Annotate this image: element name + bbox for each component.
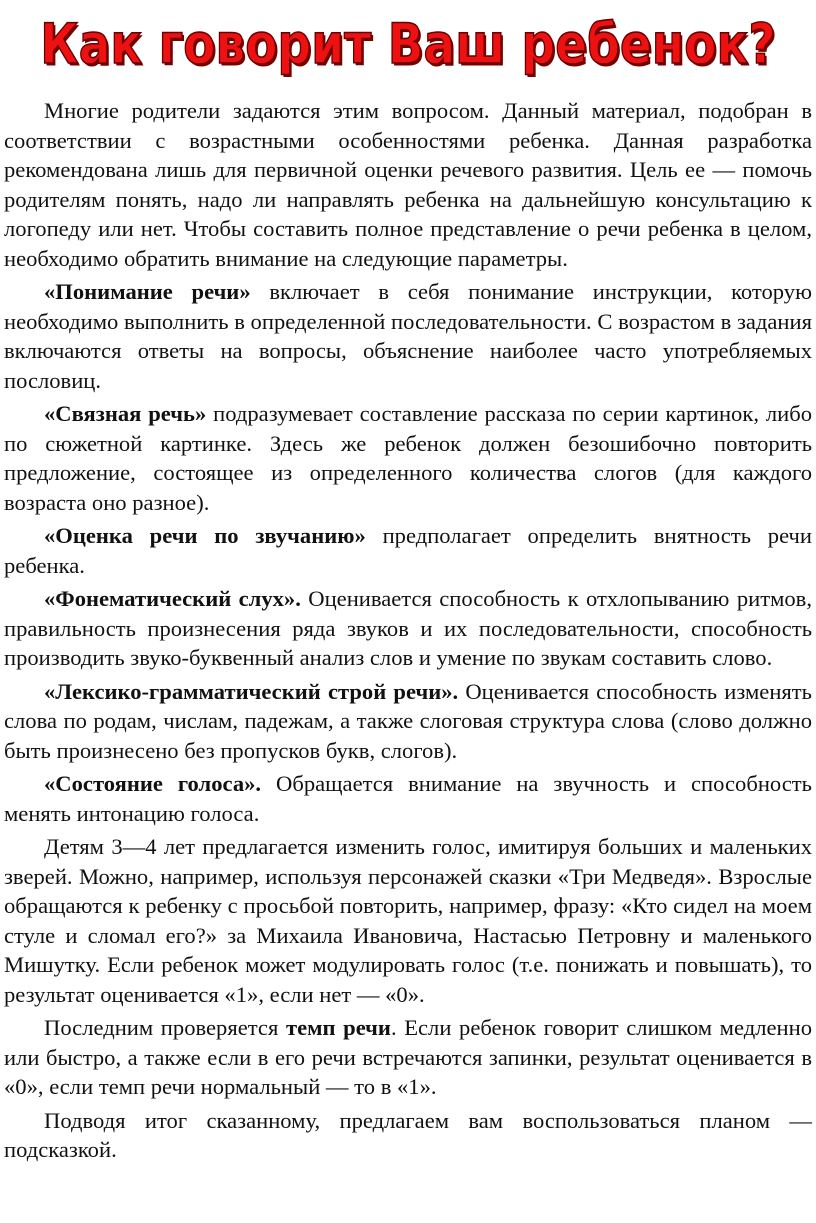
- paragraph-lead: «Связная речь»: [44, 401, 207, 426]
- paragraph-phonemic-hearing: [4, 584, 812, 673]
- paragraph-pre: Последним проверяется: [44, 1015, 286, 1040]
- paragraph-lead: «Лексико-грамматический строй речи».: [44, 678, 459, 704]
- paragraph-intro: [4, 96, 812, 273]
- paragraph-text: включает в себя понимание инструкции, которую необходимо выполнить в определенной последовательности. С возрастом в задания включаются ответы на вопросы, объяснение наиболее часто употребляемых пословиц.: [4, 279, 812, 393]
- paragraph-lead: «Оценка речи по звучанию»: [44, 523, 366, 548]
- paragraph-voice-state: [4, 769, 812, 828]
- paragraph-text: Подводя итог сказанному, предлагаем вам воспользоваться планом — подсказкой.: [4, 1107, 812, 1162]
- paragraph-lexical-grammar: [4, 677, 812, 766]
- paragraph-text: Оценивается способность к отхлопыванию ритмов, правильность произнесения ряда звуков и их последовательности, способность производить звуко-буквенный анализ слов и умение по звукам составить слово.: [4, 586, 812, 670]
- paragraph-text: Обращается внимание на звучность и способность менять интонацию голоса.: [4, 771, 812, 826]
- paragraph-lead: «Фонематический слух».: [44, 586, 301, 611]
- paragraph-coherent-speech: [4, 399, 812, 517]
- paragraph-lead: «Понимание речи»: [44, 279, 251, 304]
- paragraph-lead: темп речи: [285, 1015, 391, 1040]
- document-body: [4, 96, 812, 1169]
- paragraph-text: Детям 3—4 лет предлагается изменить голос, имитируя больших и маленьких зверей. Можно, например, используя персонажей сказки «Три Медведя». Взрослые обращаются к ребенку с просьбой повторить, например, фразу: «Кто сидел на моем стуле и сломал его?» за Михаила Ивановича, Настасью Петровну и маленького Мишутку. Если ребенок может модулировать голос (т.е. понижать и повышать), то результат оценивается «1», если нет — «0».: [4, 834, 812, 1007]
- paragraph-text: Многие родители задаются этим вопросом. Данный материал, подобран в соответствии с возрастными особенностями ребенка. Данная разработка рекомендована лишь для первичной оценки речевого развития. Цель ее — помочь родителям понять, надо ли направлять ребенка на дальнейшую консультацию к логопеду или нет. Чтобы составить полное представление о речи ребенка в целом, необходимо обратить внимание на следующие параметры.: [4, 98, 812, 271]
- paragraph-voice-test: [4, 832, 812, 1009]
- paragraph-text: подразумевает составление рассказа по серии картинок, либо по сюжетной картинке. Здесь же ребенок должен безошибочно повторить предложение, состоящее из определенного количества слогов (для каждого возраста оно разное).: [4, 401, 812, 515]
- paragraph-lead: «Состояние голоса».: [44, 771, 262, 796]
- document-title: Как говорит Ваш ребенок?: [40, 12, 776, 78]
- paragraph-speech-understanding: [4, 277, 812, 395]
- paragraph-speech-sound: [4, 521, 812, 580]
- paragraph-text: Оценивается способность изменять слова по родам, числам, падежам, а также слоговая структура слова (слово должно быть произнесено без пропусков букв, слогов).: [4, 678, 812, 763]
- paragraph-summary: [4, 1106, 812, 1165]
- paragraph-text: . Если ребенок говорит слишком медленно или быстро, а также если в его речи встречаются запинки, результат оценивается в «0», если темп речи нормальный — то в «1».: [4, 1015, 812, 1099]
- paragraph-text: предполагает определить внятность речи ребенка.: [4, 523, 812, 578]
- paragraph-speech-tempo: [4, 1013, 812, 1102]
